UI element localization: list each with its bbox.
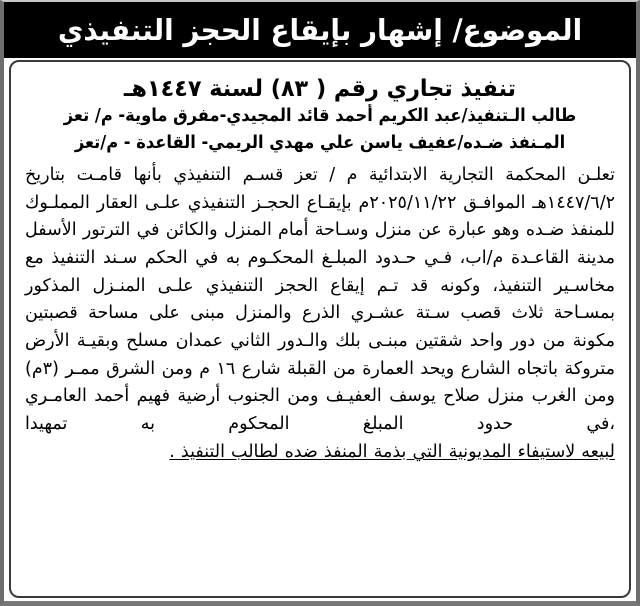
notice-card — [9, 60, 631, 598]
notice-body-main: تعلـن المحكمة التجارية الابتدائية م / تعز قسـم التنفيذي بأنها قامـت بتاريخ ١٤٤٧/٦/٢هـ الموافـق ٢٠٢٥/١١/٢٢م بإيقـاع الحجـز التنفيذي علـى العقار المملـوك للمنفذ ضـده وهو عبارة عن منزل وسـاحة أمام المنزل والكائن في الترتور الأسفل مدينة القاعـدة م/اب، فـي حـدود المبلـغ المحكـوم به في الحكم سـند التنفيذ مع مخاسـير التنفيذ، وكونه قد تـم إيقاع الحجز التنفيذي علـى المنـزل المذكور بمسـاحة ثلاث قصب سـتة عشـري الذرع والمنزل مبنى على مساحة قصبتين مكونة من دور واحد شقتين مبنـى بلك والـدور الثاني عمدان مسلح وبقيـة الأرض متروكة باتجاه الشارع ويحد العمارة من القبلة شارع ١٦ م ومن الشرق ممـر (٣م) ومن الغرب منزل صلاح يوسف العفيـف ومن الجنوب أرضية فهيم أحمد العامـري ،في حدود المبلغ المحكوم به تمهيدا — [25, 165, 615, 434]
document-number: تنفيذ تجاري رقم ( ٨٣) لسنة ١٤٤٧هـ — [123, 76, 517, 102]
page-title: الموضوع/ إشهار بإيقاع الحجز التنفيذي — [57, 12, 583, 47]
notice-body-closing-wrap — [25, 439, 615, 467]
notice-body-closing: لبيعه لاستيفاء المديونية التي بذمة المنفذ ضده لطالب التنفيذ . — [169, 441, 615, 462]
notice-body — [25, 162, 615, 466]
debtor-line: المـنفذ ضـده/عفيف ياسن علي مهدي الريمي- القاعدة - م/تعز — [74, 133, 566, 154]
creditor-line: طالب الـتنفيذ/عبد الكريم أحمد قائد المجيدي-مفرق ماوية- م/ تعز — [63, 106, 577, 127]
header-banner — [4, 2, 636, 58]
